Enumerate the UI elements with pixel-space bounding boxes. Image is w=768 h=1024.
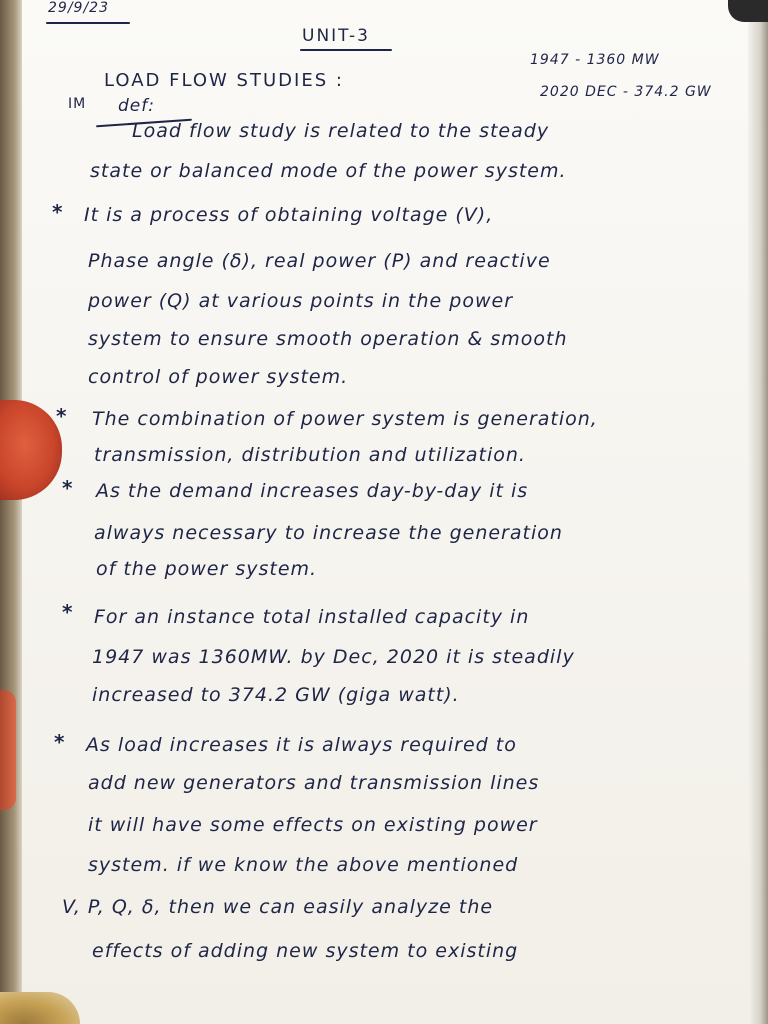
bullet-marker: * xyxy=(54,730,66,754)
text-line: control of power system. xyxy=(88,366,349,388)
date-text: 29/9/23 xyxy=(48,0,109,16)
text-line: power (Q) at various points in the power xyxy=(88,290,514,312)
text-line: As the demand increases day-by-day it is xyxy=(96,480,529,502)
margin-tag: IM xyxy=(68,96,87,112)
bullet-marker: * xyxy=(62,600,74,624)
text-line: The combination of power system is generation, xyxy=(92,408,598,430)
text-line: It is a process of obtaining voltage (V), xyxy=(84,204,494,226)
definition-tag: def: xyxy=(118,96,155,116)
text-line: always necessary to increase the generation xyxy=(94,522,563,544)
text-line: it will have some effects on existing power xyxy=(88,814,538,836)
notebook-gutter xyxy=(0,0,24,1024)
text-line: state or balanced mode of the power system. xyxy=(90,160,567,182)
text-line: system to ensure smooth operation & smooth xyxy=(88,328,568,350)
page-edge xyxy=(748,0,768,1024)
unit-underline xyxy=(300,49,392,51)
date-underline xyxy=(46,22,130,24)
section-title: LOAD FLOW STUDIES : xyxy=(104,70,344,91)
bullet-marker: * xyxy=(62,476,74,500)
text-line: 1947 was 1360MW. by Dec, 2020 it is steadily xyxy=(92,646,575,668)
text-line: system. if we know the above mentioned xyxy=(88,854,519,876)
text-line: As load increases it is always required to xyxy=(86,734,517,756)
note-2020: 2020 DEC - 374.2 GW xyxy=(540,84,712,100)
text-line: effects of adding new system to existing xyxy=(92,940,519,962)
bullet-marker: * xyxy=(52,200,64,224)
text-line: add new generators and transmission lines xyxy=(88,772,540,794)
unit-heading: UNIT-3 xyxy=(302,26,370,46)
text-line: V, P, Q, δ, then we can easily analyze the xyxy=(62,896,494,918)
text-line: of the power system. xyxy=(96,558,318,580)
text-line: increased to 374.2 GW (giga watt). xyxy=(92,684,460,706)
finger-edge xyxy=(0,690,16,810)
background-corner xyxy=(728,0,768,22)
text-line: For an instance total installed capacity in xyxy=(94,606,530,628)
note-1947: 1947 - 1360 MW xyxy=(530,52,660,68)
text-line: Phase angle (δ), real power (P) and reactive xyxy=(88,250,551,272)
text-line: Load flow study is related to the steady xyxy=(132,120,550,142)
text-line: transmission, distribution and utilization. xyxy=(94,444,526,466)
bullet-marker: * xyxy=(56,404,68,428)
